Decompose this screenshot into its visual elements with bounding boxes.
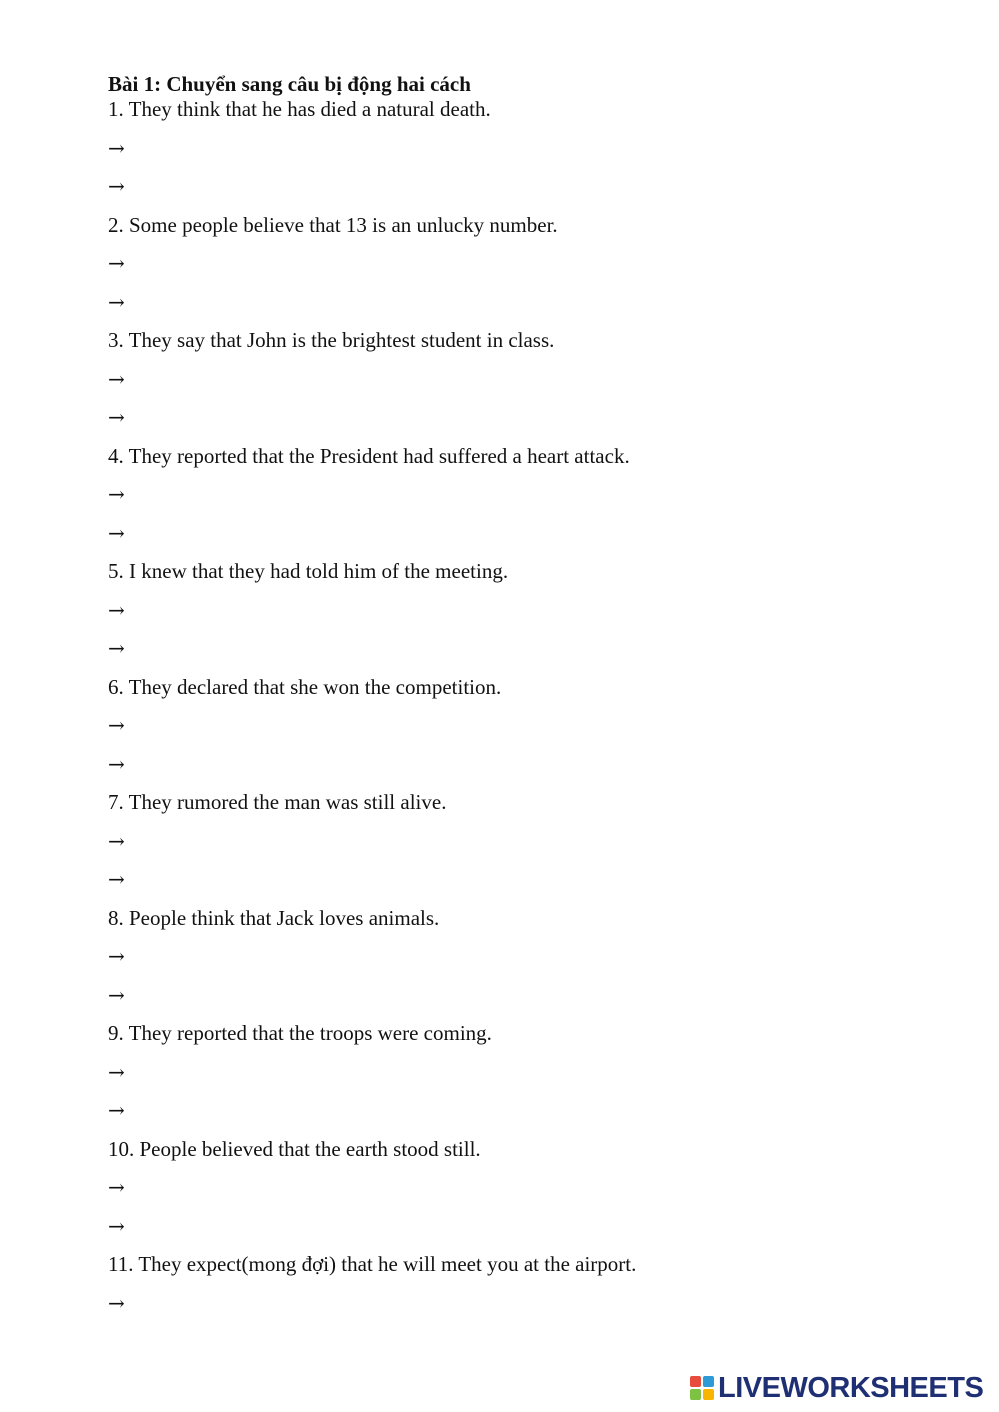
answer-row [108, 943, 968, 982]
question-text: 4. They reported that the President had suffered a heart attack. [108, 443, 630, 468]
arrow-right-icon: → [108, 1059, 125, 1084]
question-text: 5. I knew that they had told him of the meeting. [108, 559, 509, 583]
answer-input[interactable] [132, 1097, 956, 1123]
answer-row [108, 135, 968, 174]
question-block [108, 212, 968, 328]
answer-input[interactable] [132, 943, 956, 969]
arrow-right-icon: → [108, 597, 125, 622]
question-text: 10. People believed that the earth stood still. [108, 1136, 481, 1161]
arrow-right-icon: → [108, 636, 125, 660]
answer-row [108, 751, 968, 790]
logo-text: LIVEWORKSHEETS [718, 1371, 984, 1404]
question-block [108, 96, 968, 212]
answer-input[interactable] [132, 751, 956, 777]
question-list [108, 96, 968, 1328]
question-block [108, 905, 968, 1021]
question-block [108, 327, 968, 443]
question-block [108, 443, 968, 559]
question-block [108, 1251, 968, 1328]
answer-input[interactable] [132, 173, 956, 199]
answer-row [108, 289, 968, 328]
answer-input[interactable] [132, 1059, 956, 1085]
question-text: 3. They say that John is the brightest student in class. [108, 328, 555, 352]
question-text: 1. They think that he has died a natural death. [108, 97, 491, 121]
arrow-right-icon: → [108, 867, 125, 891]
answer-input[interactable] [132, 1290, 956, 1316]
arrow-right-icon: → [108, 135, 125, 160]
question-block [108, 1020, 968, 1136]
arrow-right-icon: → [108, 944, 125, 968]
answer-row [108, 1174, 968, 1213]
logo-square-4 [703, 1389, 714, 1400]
question-block [108, 674, 968, 790]
liveworksheets-logo [690, 1373, 983, 1403]
question-block [108, 558, 968, 674]
answer-input[interactable] [132, 289, 956, 315]
logo-square-2 [703, 1376, 714, 1387]
answer-input[interactable] [132, 982, 956, 1008]
arrow-right-icon: → [108, 405, 125, 429]
answer-row [108, 520, 968, 559]
question-text: 8. People think that Jack loves animals. [108, 905, 440, 930]
arrow-right-icon: → [108, 751, 125, 776]
answer-input[interactable] [132, 135, 956, 161]
arrow-right-icon: → [108, 482, 125, 506]
answer-input[interactable] [132, 866, 956, 892]
answer-input[interactable] [132, 597, 956, 623]
arrow-right-icon: → [108, 828, 125, 853]
answer-input[interactable] [132, 520, 956, 546]
arrow-right-icon: → [108, 251, 125, 275]
arrow-right-icon: → [108, 1098, 125, 1122]
answer-row [108, 712, 968, 751]
answer-row [108, 1213, 968, 1252]
answer-input[interactable] [132, 1174, 956, 1200]
logo-square-3 [690, 1389, 701, 1400]
arrow-right-icon: → [108, 174, 125, 198]
arrow-right-icon: → [108, 366, 125, 391]
answer-row [108, 1097, 968, 1136]
answer-input[interactable] [132, 828, 956, 854]
answer-row [108, 481, 968, 520]
logo-square-1 [690, 1376, 701, 1387]
question-text: 11. They expect(mong đợi) that he will meet you at the airport. [108, 1252, 637, 1276]
answer-input[interactable] [132, 481, 956, 507]
arrow-right-icon: → [108, 1213, 125, 1238]
arrow-right-icon: → [108, 713, 125, 737]
arrow-right-icon: → [108, 1175, 125, 1199]
question-block [108, 1136, 968, 1252]
answer-input[interactable] [132, 250, 956, 276]
question-text: 6. They declared that she won the competition. [108, 674, 502, 699]
answer-input[interactable] [132, 712, 956, 738]
answer-row [108, 828, 968, 867]
answer-row [108, 1059, 968, 1098]
arrow-right-icon: → [108, 982, 125, 1007]
answer-row [108, 250, 968, 289]
answer-row [108, 366, 968, 405]
arrow-right-icon: → [108, 289, 125, 314]
worksheet [108, 72, 968, 1328]
answer-input[interactable] [132, 366, 956, 392]
logo-mark-icon [690, 1376, 714, 1400]
answer-row [108, 173, 968, 212]
answer-input[interactable] [132, 1213, 956, 1239]
answer-input[interactable] [132, 635, 956, 661]
answer-row [108, 635, 968, 674]
question-block [108, 789, 968, 905]
question-text: 2. Some people believe that 13 is an unlucky number. [108, 212, 558, 237]
arrow-right-icon: → [108, 520, 125, 545]
answer-row [108, 866, 968, 905]
answer-row [108, 597, 968, 636]
question-text: 9. They reported that the troops were coming. [108, 1021, 492, 1045]
question-text: 7. They rumored the man was still alive. [108, 790, 447, 814]
arrow-right-icon: → [108, 1290, 125, 1315]
answer-row [108, 1290, 968, 1329]
answer-row [108, 982, 968, 1021]
answer-input[interactable] [132, 404, 956, 430]
exercise-title: Bài 1: Chuyển sang câu bị động hai cách [108, 72, 471, 96]
answer-row [108, 404, 968, 443]
